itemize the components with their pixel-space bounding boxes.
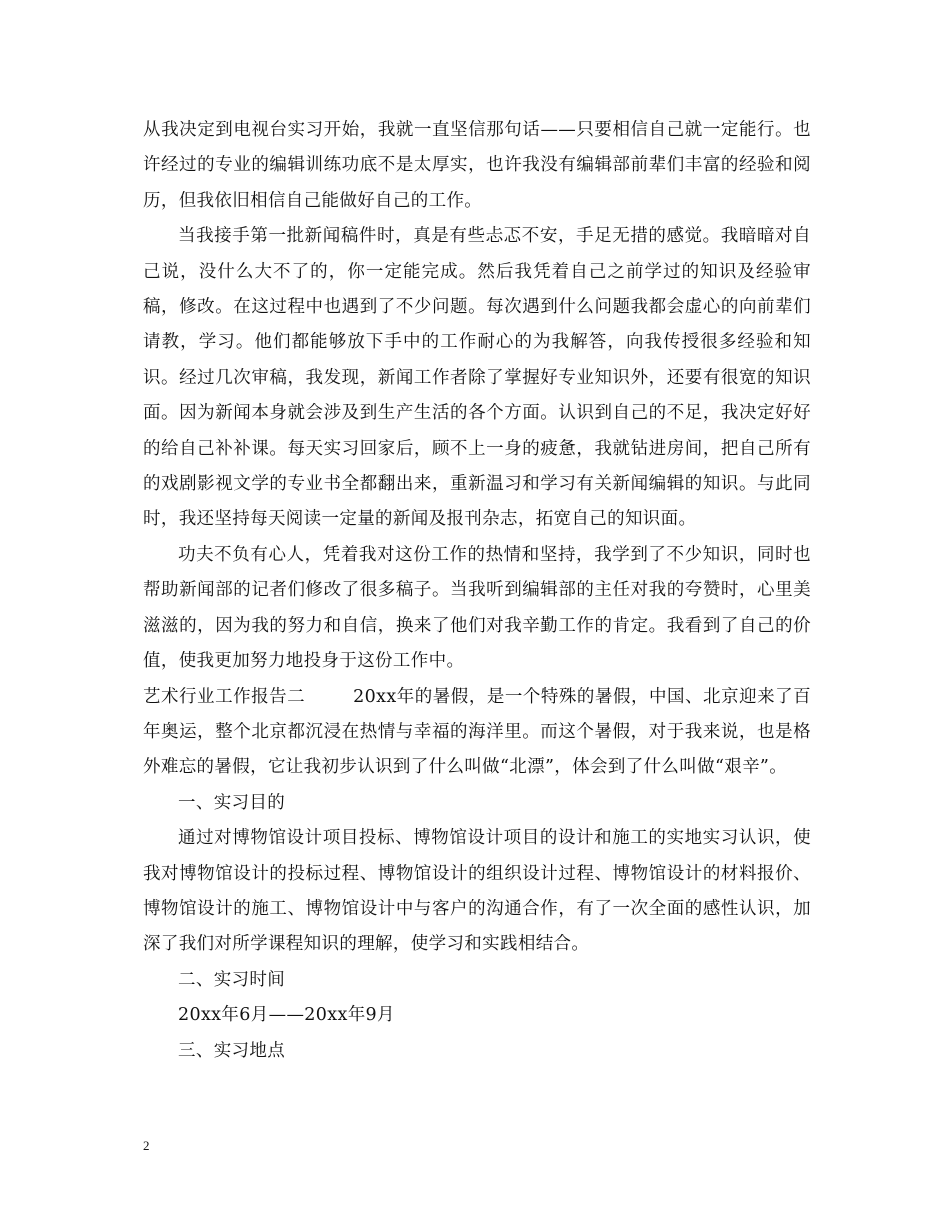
report-intro: 20xx年的暑假，是一个特殊的暑假，中国、北京迎来了百年奥运，整个北京都沉浸在热情与幸福的海洋里。而这个暑假，对于我来说，也是格外难忘的暑假，它让我初步认识到了什么叫做“北漂”，体会到了什么叫做“艰辛”。 bbox=[143, 686, 811, 778]
paragraph-first-manuscripts: 当我接手第一批新闻稿件时，真是有些忐忑不安，手足无措的感觉。我暗暗对自己说，没什么大不了的，你一定能完成。然后我凭着自己之前学过的知识及经验审稿，修改。在这过程中也遇到了不少问题。每次遇到什么问题我都会虚心的向前辈们请教，学习。他们都能够放下手中的工作耐心的为我解答，向我传授很多经验和知识。经过几次审稿，我发现，新闻工作者除了掌握好专业知识外，还要有很宽的知识面。因为新闻本身就会涉及到生产生活的各个方面。认识到自己的不足，我决定好好的给自己补补课。每天实习回家后，顾不上一身的疲惫，我就钻进房间，把自己所有的戏剧影视文学的专业书全都翻出来，重新温习和学习有关新闻编辑的知识。与此同时，我还坚持每天阅读一定量的新闻及报刊杂志，拓宽自己的知识面。 bbox=[143, 226, 811, 530]
paragraph-report-two bbox=[143, 680, 811, 786]
section-title-time: 二、实习时间 bbox=[178, 969, 286, 990]
report-heading: 艺术行业工作报告二 bbox=[143, 686, 306, 707]
section-title-location: 三、实习地点 bbox=[178, 1040, 286, 1061]
section-title-purpose: 一、实习目的 bbox=[178, 792, 286, 813]
paragraph-hard-work-pays: 功夫不负有心人，凭着我对这份工作的热情和坚持，我学到了不少知识，同时也帮助新闻部的记者们修改了很多稿子。当我听到编辑部的主任对我的夸赞时，心里美滋滋的，因为我的努力和自信，换来了他们对我辛勤工作的肯定。我看到了自己的价值，使我更加努力地投身于这份工作中。 bbox=[143, 544, 811, 672]
page-number: 2 bbox=[143, 1138, 150, 1153]
paragraph-time: 20xx年6月——20xx年9月 bbox=[178, 1005, 395, 1026]
document-page bbox=[143, 113, 811, 1069]
paragraph-purpose: 通过对博物馆设计项目投标、博物馆设计项目的设计和施工的实地实习认识，使我对博物馆设计的投标过程、博物馆设计的组织设计过程、博物馆设计的材料报价、博物馆设计的施工、博物馆设计中与客户的沟通合作，有了一次全面的感性认识，加深了我们对所学课程知识的理解，使学习和实践相结合。 bbox=[143, 828, 811, 955]
paragraph-internship-start: 从我决定到电视台实习开始，我就一直坚信那句话——只要相信自己就一定能行。也许经过的专业的编辑训练功底不是太厚实，也许我没有编辑部前辈们丰富的经验和阅历，但我依旧相信自己能做好自己的工作。 bbox=[143, 120, 811, 211]
